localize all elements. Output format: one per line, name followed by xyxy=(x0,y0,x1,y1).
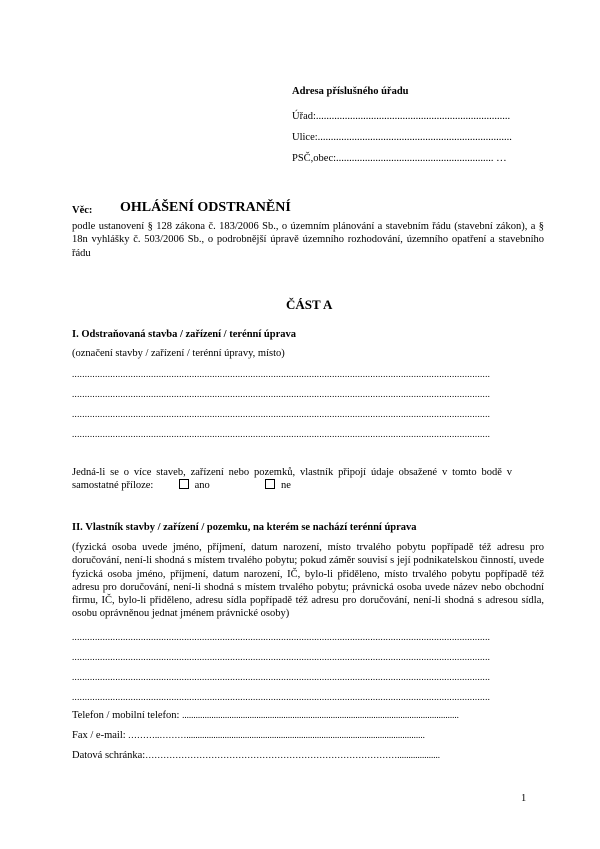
document-title: OHLÁŠENÍ ODSTRANĚNÍ xyxy=(120,200,291,215)
section1-input-line-4[interactable]: .................................................................................................................................................................... xyxy=(72,429,491,439)
section2-input-line-4[interactable]: .................................................................................................................................................................... xyxy=(72,692,491,702)
office-field-ulice[interactable]: Ulice:.......................................................................... xyxy=(292,132,512,143)
checkbox-yes[interactable] xyxy=(179,479,189,489)
section1-heading: I. Odstraňovaná stavba / zařízení / terénní úprava xyxy=(72,329,297,340)
section1-input-line-1[interactable]: .................................................................................................................................................................... xyxy=(72,369,491,379)
subject-label: Věc: xyxy=(72,205,93,216)
page-number: 1 xyxy=(521,793,527,804)
phone-field[interactable]: Telefon / mobilní telefon: ........................................................................................................................... xyxy=(72,710,459,721)
section1-input-line-2[interactable]: .................................................................................................................................................................... xyxy=(72,389,491,399)
office-heading: Adresa příslušného úřadu xyxy=(292,86,409,97)
checkbox-no[interactable] xyxy=(265,479,275,489)
section2-input-line-3[interactable]: .................................................................................................................................................................... xyxy=(72,672,491,682)
legal-basis: podle ustanovení § 128 zákona č. 183/2006 Sb., o územním plánování a stavebním řádu (stavební zákon), a § 18n vyhlášky č. 503/2006 Sb., o podrobnější úpravě územního rozhodování, územního opatření a stavebního řádu xyxy=(72,221,544,259)
data-box-field[interactable]: Datová schránka:…………………………………………………………………………................... xyxy=(72,750,440,761)
office-field-urad[interactable]: Úřad:.......................................................................... xyxy=(292,111,511,122)
section2-hint: (fyzická osoba uvede jméno, příjmení, datum narození, místo trvalého pobytu popřípadě též adresu pro doručování, není-li shodná s místem trvalého pobytu; pokud záměr souvisí s její podnikatelskou činností, uvede fyzická osoba jméno, příjmení, datum narození, IČ, bylo-li přiděleno, místo trvalého pobytu popřípadě též adresu pro doručování, není-li shodná s místem trvalého pobytu; právnická osoba uvede název nebo obchodní firmu, IČ, bylo-li přiděleno, adresu sídla popřípadě též adresu pro doručování, není-li shodná s adresou sídla, osobu oprávněnou jednat jménem právnické osoby) xyxy=(72,542,544,620)
multiple-objects-question: Jedná-li se o více staveb, zařízení nebo pozemků, vlastník připojí údaje obsažené v tomto bodě v samostatné příloze: ano ne xyxy=(72,467,512,492)
part-title: ČÁST A xyxy=(286,297,333,312)
section2-input-line-1[interactable]: .................................................................................................................................................................... xyxy=(72,632,491,642)
section2-input-line-2[interactable]: .................................................................................................................................................................... xyxy=(72,652,491,662)
office-field-psc[interactable]: PSČ,obec:............................................................ … xyxy=(292,153,507,164)
section1-input-line-3[interactable]: .................................................................................................................................................................... xyxy=(72,409,491,419)
fax-email-field[interactable]: Fax / e-mail: ………..……….......................................................................................................... xyxy=(72,730,425,741)
section1-hint: (označení stavby / zařízení / terénní úpravy, místo) xyxy=(72,348,285,359)
section2-heading: II. Vlastník stavby / zařízení / pozemku, na kterém se nachází terénní úprava xyxy=(72,522,417,533)
